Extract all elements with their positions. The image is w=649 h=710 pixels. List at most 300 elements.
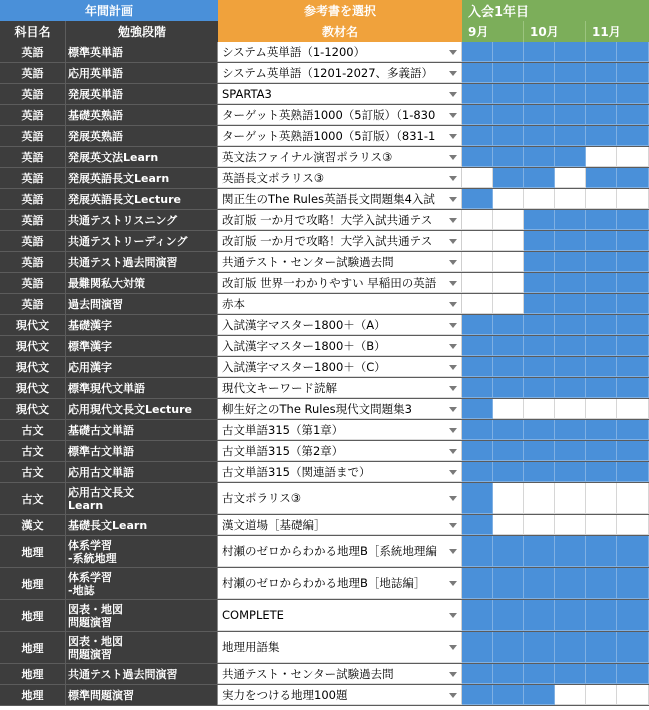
week-cell-scheduled[interactable] (524, 664, 555, 684)
subject-cell[interactable]: 英語 (0, 63, 66, 83)
week-cell-scheduled[interactable] (555, 568, 586, 599)
week-cell-scheduled[interactable] (586, 105, 617, 125)
week-cell-scheduled[interactable] (555, 105, 586, 125)
dropdown-arrow-icon[interactable] (449, 672, 457, 677)
stage-cell[interactable]: 応用古文単語 (66, 462, 218, 482)
week-cell-scheduled[interactable] (493, 568, 524, 599)
book-select[interactable] (218, 685, 462, 705)
stage-cell[interactable]: 過去問演習 (66, 294, 218, 314)
week-cell-empty[interactable] (462, 273, 493, 293)
dropdown-arrow-icon[interactable] (449, 386, 457, 391)
week-cell-empty[interactable] (493, 515, 524, 535)
week-cell-scheduled[interactable] (555, 315, 586, 335)
week-cell-empty[interactable] (493, 399, 524, 419)
week-cell-empty[interactable] (524, 515, 555, 535)
dropdown-arrow-icon[interactable] (449, 470, 457, 475)
week-cell-scheduled[interactable] (524, 378, 555, 398)
schedule-cells (462, 420, 649, 440)
week-cell-empty[interactable] (493, 231, 524, 251)
schedule-cells (462, 168, 649, 188)
stage-cell[interactable]: 発展英語長文Lecture (66, 189, 218, 209)
dropdown-arrow-icon[interactable] (449, 260, 457, 265)
week-cell-empty[interactable] (617, 515, 649, 535)
week-cell-scheduled[interactable] (524, 420, 555, 440)
book-select[interactable] (218, 462, 462, 482)
stage-cell[interactable]: 応用漢字 (66, 357, 218, 377)
book-select[interactable] (218, 515, 462, 535)
week-cell-scheduled[interactable] (524, 126, 555, 146)
week-cell-scheduled[interactable] (493, 63, 524, 83)
week-cell-scheduled[interactable] (555, 42, 586, 62)
subject-cell[interactable]: 英語 (0, 252, 66, 272)
dropdown-arrow-icon[interactable] (449, 693, 457, 698)
book-select[interactable] (218, 420, 462, 440)
week-cell-scheduled[interactable] (555, 536, 586, 567)
book-select[interactable] (218, 357, 462, 377)
week-cell-scheduled[interactable] (586, 568, 617, 599)
subject-cell[interactable]: 英語 (0, 126, 66, 146)
week-cell-scheduled[interactable] (462, 336, 493, 356)
dropdown-arrow-icon[interactable] (449, 496, 457, 501)
week-cell-scheduled[interactable] (617, 315, 649, 335)
dropdown-arrow-icon[interactable] (449, 302, 457, 307)
week-cell-scheduled[interactable] (586, 126, 617, 146)
week-cell-scheduled[interactable] (617, 105, 649, 125)
week-cell-scheduled[interactable] (586, 294, 617, 314)
dropdown-arrow-icon[interactable] (449, 449, 457, 454)
book-select[interactable] (218, 63, 462, 83)
week-cell-scheduled[interactable] (524, 147, 555, 167)
week-cell-scheduled[interactable] (524, 632, 555, 663)
week-cell-scheduled[interactable] (493, 147, 524, 167)
week-cell-scheduled[interactable] (462, 357, 493, 377)
week-cell-scheduled[interactable] (617, 378, 649, 398)
week-cell-scheduled[interactable] (586, 420, 617, 440)
subject-cell[interactable]: 漢文 (0, 515, 66, 535)
subject-cell[interactable]: 現代文 (0, 357, 66, 377)
week-cell-scheduled[interactable] (493, 84, 524, 104)
week-cell-empty[interactable] (617, 483, 649, 514)
subject-cell[interactable]: 英語 (0, 210, 66, 230)
subject-cell[interactable]: 古文 (0, 462, 66, 482)
week-cell-scheduled[interactable] (617, 441, 649, 461)
week-cell-scheduled[interactable] (586, 168, 617, 188)
subject-cell[interactable]: 古文 (0, 483, 66, 514)
week-cell-empty[interactable] (617, 189, 649, 209)
week-cell-scheduled[interactable] (586, 252, 617, 272)
book-select[interactable] (218, 378, 462, 398)
week-cell-scheduled[interactable] (524, 42, 555, 62)
week-cell-scheduled[interactable] (555, 84, 586, 104)
subject-cell[interactable]: 古文 (0, 420, 66, 440)
week-cell-scheduled[interactable] (493, 632, 524, 663)
week-cell-scheduled[interactable] (586, 63, 617, 83)
subject-cell[interactable]: 英語 (0, 147, 66, 167)
week-cell-scheduled[interactable] (555, 441, 586, 461)
week-cell-scheduled[interactable] (617, 294, 649, 314)
week-cell-scheduled[interactable] (462, 515, 493, 535)
week-cell-scheduled[interactable] (555, 600, 586, 631)
week-cell-scheduled[interactable] (555, 231, 586, 251)
week-cell-scheduled[interactable] (555, 294, 586, 314)
week-cell-empty[interactable] (555, 399, 586, 419)
week-cell-empty[interactable] (462, 294, 493, 314)
week-cell-scheduled[interactable] (524, 336, 555, 356)
week-cell-scheduled[interactable] (617, 336, 649, 356)
week-cell-empty[interactable] (493, 273, 524, 293)
dropdown-arrow-icon[interactable] (449, 549, 457, 554)
stage-cell[interactable]: 基礎古文単語 (66, 420, 218, 440)
week-cell-scheduled[interactable] (586, 632, 617, 663)
week-cell-scheduled[interactable] (462, 632, 493, 663)
subject-cell[interactable]: 英語 (0, 105, 66, 125)
week-cell-scheduled[interactable] (555, 632, 586, 663)
week-cell-empty[interactable] (586, 147, 617, 167)
dropdown-arrow-icon[interactable] (449, 71, 457, 76)
week-cell-scheduled[interactable] (493, 664, 524, 684)
week-cell-scheduled[interactable] (555, 378, 586, 398)
week-cell-scheduled[interactable] (493, 536, 524, 567)
schedule-cells (462, 231, 649, 251)
week-cell-scheduled[interactable] (462, 399, 493, 419)
dropdown-arrow-icon[interactable] (449, 323, 457, 328)
week-cell-scheduled[interactable] (462, 568, 493, 599)
week-cell-scheduled[interactable] (586, 536, 617, 567)
dropdown-arrow-icon[interactable] (449, 281, 457, 286)
stage-cell[interactable]: 発展英文法Learn (66, 147, 218, 167)
week-cell-scheduled[interactable] (462, 63, 493, 83)
week-cell-scheduled[interactable] (493, 126, 524, 146)
week-cell-scheduled[interactable] (462, 600, 493, 631)
book-select[interactable] (218, 399, 462, 419)
week-cell-scheduled[interactable] (462, 441, 493, 461)
week-cell-scheduled[interactable] (524, 231, 555, 251)
subject-cell[interactable]: 地理 (0, 664, 66, 684)
week-cell-scheduled[interactable] (524, 273, 555, 293)
subject-cell[interactable]: 古文 (0, 441, 66, 461)
week-cell-scheduled[interactable] (617, 632, 649, 663)
week-cell-scheduled[interactable] (524, 294, 555, 314)
dropdown-arrow-icon[interactable] (449, 134, 457, 139)
dropdown-arrow-icon[interactable] (449, 239, 457, 244)
dropdown-arrow-icon[interactable] (449, 218, 457, 223)
week-cell-scheduled[interactable] (555, 664, 586, 684)
week-cell-scheduled[interactable] (493, 336, 524, 356)
dropdown-arrow-icon[interactable] (449, 344, 457, 349)
book-select[interactable] (218, 315, 462, 335)
stage-cell[interactable]: 図表・地図 問題演習 (66, 600, 218, 631)
subject-cell[interactable]: 英語 (0, 189, 66, 209)
week-cell-scheduled[interactable] (617, 420, 649, 440)
week-cell-scheduled[interactable] (586, 462, 617, 482)
week-cell-scheduled[interactable] (617, 462, 649, 482)
book-select[interactable] (218, 210, 462, 230)
week-cell-scheduled[interactable] (524, 357, 555, 377)
week-cell-scheduled[interactable] (493, 42, 524, 62)
week-cell-scheduled[interactable] (586, 315, 617, 335)
week-cell-scheduled[interactable] (586, 600, 617, 631)
week-cell-scheduled[interactable] (555, 126, 586, 146)
book-select[interactable] (218, 536, 462, 567)
week-cell-empty[interactable] (524, 189, 555, 209)
book-select[interactable] (218, 600, 462, 631)
week-cell-scheduled[interactable] (462, 42, 493, 62)
week-cell-scheduled[interactable] (586, 357, 617, 377)
week-cell-empty[interactable] (555, 168, 586, 188)
book-select[interactable] (218, 568, 462, 599)
week-cell-scheduled[interactable] (524, 63, 555, 83)
week-cell-scheduled[interactable] (555, 273, 586, 293)
stage-cell[interactable]: 体系学習 -地誌 (66, 568, 218, 599)
week-cell-scheduled[interactable] (586, 231, 617, 251)
stage-cell[interactable]: 標準漢字 (66, 336, 218, 356)
week-cell-scheduled[interactable] (555, 252, 586, 272)
week-cell-scheduled[interactable] (586, 210, 617, 230)
dropdown-arrow-icon[interactable] (449, 50, 457, 55)
week-cell-scheduled[interactable] (493, 420, 524, 440)
week-cell-scheduled[interactable] (617, 273, 649, 293)
week-cell-scheduled[interactable] (493, 462, 524, 482)
week-cell-scheduled[interactable] (524, 600, 555, 631)
book-select[interactable] (218, 664, 462, 684)
week-cell-scheduled[interactable] (462, 189, 493, 209)
stage-cell[interactable]: 共通テストリスニング (66, 210, 218, 230)
week-cell-empty[interactable] (462, 210, 493, 230)
week-cell-scheduled[interactable] (617, 568, 649, 599)
week-cell-scheduled[interactable] (617, 357, 649, 377)
week-cell-scheduled[interactable] (524, 536, 555, 567)
week-cell-scheduled[interactable] (586, 664, 617, 684)
book-select[interactable] (218, 231, 462, 251)
week-cell-scheduled[interactable] (493, 600, 524, 631)
week-cell-scheduled[interactable] (524, 105, 555, 125)
week-cell-empty[interactable] (493, 189, 524, 209)
week-cell-scheduled[interactable] (586, 273, 617, 293)
book-select[interactable] (218, 189, 462, 209)
book-title: 共通テスト・センター試験過去問 (222, 254, 394, 269)
week-cell-empty[interactable] (524, 483, 555, 514)
stage-cell[interactable]: 標準現代文単語 (66, 378, 218, 398)
week-cell-empty[interactable] (586, 483, 617, 514)
week-cell-scheduled[interactable] (462, 420, 493, 440)
week-cell-scheduled[interactable] (462, 462, 493, 482)
book-select[interactable] (218, 632, 462, 663)
week-cell-scheduled[interactable] (524, 568, 555, 599)
week-cell-empty[interactable] (524, 399, 555, 419)
week-cell-scheduled[interactable] (493, 357, 524, 377)
week-cell-empty[interactable] (555, 515, 586, 535)
week-cell-scheduled[interactable] (462, 685, 493, 705)
week-cell-scheduled[interactable] (586, 336, 617, 356)
week-cell-scheduled[interactable] (524, 685, 555, 705)
week-cell-scheduled[interactable] (493, 105, 524, 125)
book-select[interactable] (218, 105, 462, 125)
book-select[interactable] (218, 42, 462, 62)
dropdown-arrow-icon[interactable] (449, 197, 457, 202)
subject-cell[interactable]: 現代文 (0, 399, 66, 419)
week-cell-scheduled[interactable] (524, 252, 555, 272)
week-cell-scheduled[interactable] (462, 126, 493, 146)
week-cell-empty[interactable] (462, 168, 493, 188)
schedule-cells (462, 441, 649, 461)
week-cell-empty[interactable] (493, 210, 524, 230)
subject-cell[interactable]: 地理 (0, 536, 66, 567)
week-cell-empty[interactable] (555, 189, 586, 209)
week-cell-scheduled[interactable] (617, 42, 649, 62)
stage-cell[interactable]: 最難関私大対策 (66, 273, 218, 293)
week-cell-scheduled[interactable] (493, 441, 524, 461)
subject-cell[interactable]: 地理 (0, 600, 66, 631)
book-select[interactable] (218, 147, 462, 167)
subject-cell[interactable]: 英語 (0, 84, 66, 104)
subject-cell[interactable]: 地理 (0, 685, 66, 705)
week-cell-scheduled[interactable] (462, 378, 493, 398)
schedule-cells (462, 294, 649, 314)
subject-cell[interactable]: 地理 (0, 568, 66, 599)
subject-cell[interactable]: 現代文 (0, 378, 66, 398)
week-cell-scheduled[interactable] (462, 536, 493, 567)
stage-cell[interactable]: 応用古文長文 Learn (66, 483, 218, 514)
week-cell-empty[interactable] (586, 515, 617, 535)
subject-cell[interactable]: 現代文 (0, 336, 66, 356)
book-select[interactable] (218, 273, 462, 293)
dropdown-arrow-icon[interactable] (449, 365, 457, 370)
week-cell-scheduled[interactable] (617, 664, 649, 684)
book-select[interactable] (218, 168, 462, 188)
week-cell-scheduled[interactable] (617, 63, 649, 83)
stage-cell[interactable]: 基礎英熟語 (66, 105, 218, 125)
subject-cell[interactable]: 英語 (0, 42, 66, 62)
plan-row (0, 462, 649, 483)
week-cell-scheduled[interactable] (555, 420, 586, 440)
week-cell-scheduled[interactable] (586, 378, 617, 398)
week-cell-empty[interactable] (586, 399, 617, 419)
dropdown-arrow-icon[interactable] (449, 428, 457, 433)
subject-cell[interactable]: 英語 (0, 273, 66, 293)
stage-cell[interactable]: 共通テストリーディング (66, 231, 218, 251)
week-cell-scheduled[interactable] (524, 441, 555, 461)
week-cell-empty[interactable] (493, 483, 524, 514)
week-cell-scheduled[interactable] (462, 315, 493, 335)
book-select[interactable] (218, 441, 462, 461)
dropdown-arrow-icon[interactable] (449, 155, 457, 160)
stage-cell[interactable]: 基礎漢字 (66, 315, 218, 335)
stage-cell[interactable]: 発展英単語 (66, 84, 218, 104)
week-cell-scheduled[interactable] (617, 84, 649, 104)
subject-cell[interactable]: 現代文 (0, 315, 66, 335)
dropdown-arrow-icon[interactable] (449, 176, 457, 181)
week-cell-scheduled[interactable] (617, 600, 649, 631)
week-cell-scheduled[interactable] (617, 210, 649, 230)
dropdown-arrow-icon[interactable] (449, 92, 457, 97)
stage-cell[interactable]: 標準英単語 (66, 42, 218, 62)
week-cell-empty[interactable] (586, 685, 617, 705)
dropdown-arrow-icon[interactable] (449, 645, 457, 650)
week-cell-scheduled[interactable] (462, 147, 493, 167)
book-select[interactable] (218, 126, 462, 146)
week-cell-scheduled[interactable] (555, 147, 586, 167)
week-cell-scheduled[interactable] (462, 664, 493, 684)
week-cell-empty[interactable] (493, 294, 524, 314)
book-title: 現代文キーワード読解 (222, 380, 337, 395)
stage-cell[interactable]: 図表・地図 問題演習 (66, 632, 218, 663)
week-cell-scheduled[interactable] (524, 315, 555, 335)
subject-cell[interactable]: 英語 (0, 168, 66, 188)
week-cell-scheduled[interactable] (617, 126, 649, 146)
subject-cell[interactable]: 英語 (0, 294, 66, 314)
stage-cell[interactable]: 応用現代文長文Lecture (66, 399, 218, 419)
dropdown-arrow-icon[interactable] (449, 407, 457, 412)
week-cell-scheduled[interactable] (493, 315, 524, 335)
week-cell-scheduled[interactable] (617, 168, 649, 188)
week-cell-scheduled[interactable] (555, 357, 586, 377)
week-cell-empty[interactable] (462, 252, 493, 272)
week-cell-scheduled[interactable] (462, 483, 493, 514)
week-cell-scheduled[interactable] (586, 441, 617, 461)
week-cell-empty[interactable] (555, 483, 586, 514)
week-cell-scheduled[interactable] (555, 210, 586, 230)
dropdown-arrow-icon[interactable] (449, 581, 457, 586)
stage-cell[interactable]: 体系学習 -系統地理 (66, 536, 218, 567)
stage-cell[interactable]: 共通テスト過去問演習 (66, 252, 218, 272)
week-cell-empty[interactable] (617, 399, 649, 419)
week-cell-scheduled[interactable] (524, 84, 555, 104)
dropdown-arrow-icon[interactable] (449, 613, 457, 618)
week-cell-scheduled[interactable] (493, 685, 524, 705)
week-cell-scheduled[interactable] (586, 42, 617, 62)
subject-cell[interactable]: 英語 (0, 231, 66, 251)
week-cell-empty[interactable] (462, 231, 493, 251)
week-cell-scheduled[interactable] (462, 84, 493, 104)
book-select[interactable] (218, 483, 462, 514)
subject-cell[interactable]: 地理 (0, 632, 66, 663)
week-cell-scheduled[interactable] (555, 462, 586, 482)
book-title: システム英単語（1201-2027、多義語） (222, 65, 434, 80)
book-select[interactable] (218, 336, 462, 356)
week-cell-scheduled[interactable] (493, 168, 524, 188)
book-select[interactable] (218, 84, 462, 104)
book-select[interactable] (218, 252, 462, 272)
week-cell-scheduled[interactable] (617, 252, 649, 272)
stage-cell[interactable]: 応用英単語 (66, 63, 218, 83)
week-cell-empty[interactable] (555, 685, 586, 705)
dropdown-arrow-icon[interactable] (449, 523, 457, 528)
stage-cell[interactable]: 基礎長文Learn (66, 515, 218, 535)
week-cell-scheduled[interactable] (617, 231, 649, 251)
week-cell-scheduled[interactable] (555, 63, 586, 83)
week-cell-scheduled[interactable] (524, 168, 555, 188)
book-select[interactable] (218, 294, 462, 314)
week-cell-empty[interactable] (617, 147, 649, 167)
dropdown-arrow-icon[interactable] (449, 113, 457, 118)
week-cell-scheduled[interactable] (524, 462, 555, 482)
week-cell-empty[interactable] (617, 685, 649, 705)
week-cell-scheduled[interactable] (493, 378, 524, 398)
week-cell-scheduled[interactable] (586, 84, 617, 104)
stage-cell[interactable]: 発展英語長文Learn (66, 168, 218, 188)
week-cell-empty[interactable] (493, 252, 524, 272)
stage-cell[interactable]: 共通テスト過去問演習 (66, 664, 218, 684)
week-cell-empty[interactable] (586, 189, 617, 209)
schedule-cells (462, 664, 649, 684)
stage-cell[interactable]: 標準古文単語 (66, 441, 218, 461)
week-cell-scheduled[interactable] (462, 105, 493, 125)
stage-cell[interactable]: 発展英熟語 (66, 126, 218, 146)
week-cell-scheduled[interactable] (524, 210, 555, 230)
week-cell-scheduled[interactable] (617, 536, 649, 567)
week-cell-scheduled[interactable] (555, 336, 586, 356)
stage-cell[interactable]: 標準問題演習 (66, 685, 218, 705)
